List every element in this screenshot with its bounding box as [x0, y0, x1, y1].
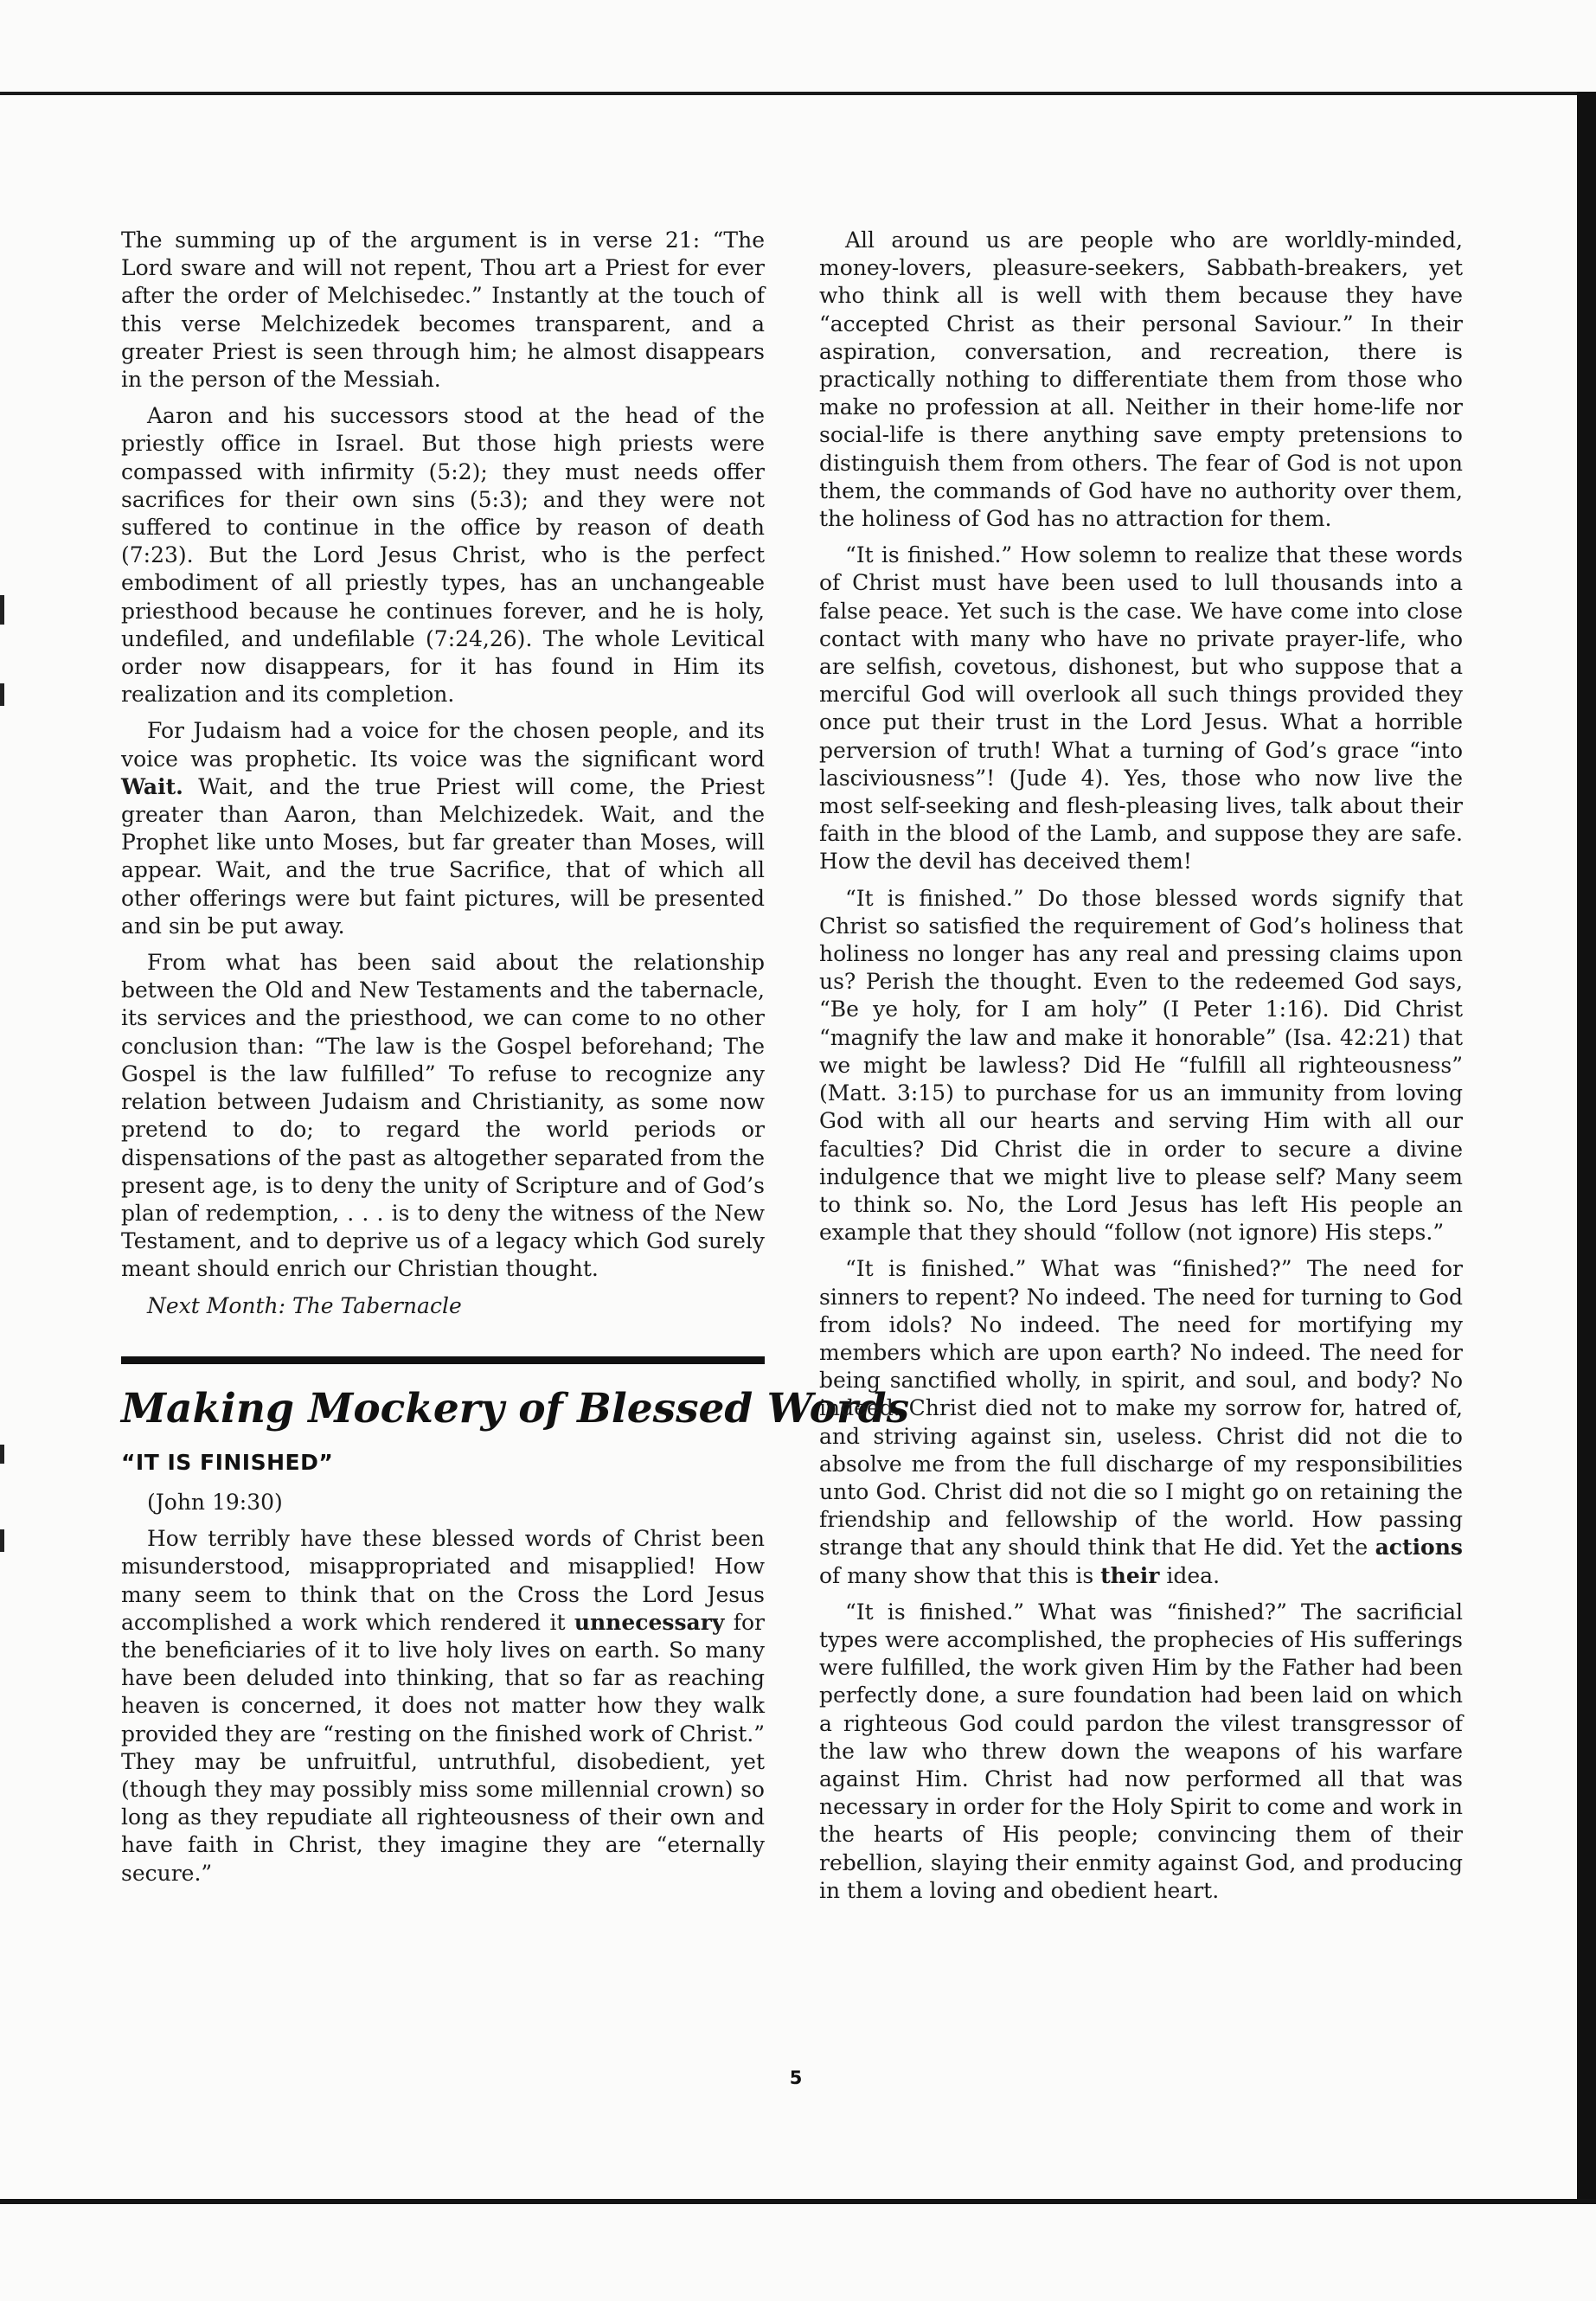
paragraph: “It is finished.” What was “finished?” The sacrificial types were accomplished, the prophecies of His sufferings were fulfilled, the work given Him by the Father had been perfectly done, a sure foundation had been laid on which a righteous God could pardon the vilest transgressor of the law who threw down the weapons of his warfare against Him. Christ had now performed all that was necessary in order for the Holy Spirit to come and work in the hearts of His people; convincing them of their rebellion, slaying their enmity against God, and producing in them a loving and obedient heart. [819, 1599, 1463, 1903]
paragraph [121, 1525, 765, 1888]
paragraph: The summing up of the argument is in verse 21: “The Lord sware and will not repent, Thou art a Priest for ever after the order of Melchisedec.” Instantly at the touch of this verse Melchizedek becomes transparent, and a greater Priest is seen through him; he almost disappears in the person of the Messiah. [121, 228, 765, 393]
emphasis-unnecessary: unnecessary [574, 1609, 725, 1635]
emphasis-actions: actions [1375, 1535, 1463, 1561]
paragraph-text: How terribly have these blessed words of Christ been misunderstood, misappropriated and misapplied! How many seem to think that on the Cross the Lord Jesus accomplished a work which rendered it [121, 1526, 765, 1635]
scripture-reference: (John 19:30) [147, 1489, 283, 1515]
paragraph [819, 1255, 1463, 1589]
emphasis-wait: Wait. [121, 773, 183, 799]
article-title: Making Mockery of Blessed Words [121, 1384, 910, 1433]
paragraph: “It is finished.” How solemn to realize that these words of Christ must have been used to lull thousands into a false peace. Yet such is the case. We have come into close contact with many who have no private prayer-life, who are selfish, covetous, dishonest, but who suppose that a merciful God will overlook all such things provided they once put their trust in the Lord Jesus. What a horrible perversion of truth! What a turning of God’s grace “into lasciviousness”! (Jude 4). Yes, those who now live the most self-seeking and flesh-pleasing lives, talk about their faith in the blood of the Lamb, and suppose they are safe. How the devil has deceived them! [819, 542, 1463, 875]
top-scan-edge [0, 92, 1596, 95]
paragraph: All around us are people who are worldly-minded, money-lovers, pleasure-seekers, Sabbath-breakers, yet who think all is well with them because they have “accepted Christ as their personal Saviour.” In their aspiration, conversation, and recreation, there is practically nothing to differentiate them from those who make no profession at all. Neither in their home-life nor social-life is there anything save empty pretensions to distinguish them from others. The fear of God is not upon them, the commands of God have no authority over them, the holiness of God has no attraction for them. [819, 228, 1463, 532]
right-scan-edge [1577, 92, 1596, 2204]
left-margin-mark [0, 683, 4, 706]
paragraph: Aaron and his successors stood at the head of the priestly office in Israel. But those high priests were compassed with infirmity (5:2); they must needs offer sacrifices for their own sins (5:3); and they were not suffered to continue in the office by reason of death (7:23). But the Lord Jesus Christ, who is the perfect embodiment of all priestly types, has an unchangeable priesthood because he continues forever, and he is holy, undefiled, and undefilable (7:24,26). The whole Levitical order now disappears, for it has found in Him its realization and its completion. [121, 403, 765, 708]
next-month-note: Next Month: The Tabernacle [147, 1292, 462, 1318]
emphasis-their: their [1100, 1562, 1160, 1588]
section-divider [121, 1356, 765, 1364]
paragraph: “It is finished.” Do those blessed words signify that Christ so satisfied the requirement of God’s holiness that holiness no longer has any real and pressing claims upon us? Perish the thought. Even to the redeemed God says, “Be ye holy, for I am holy” (I Peter 1:16). Did Christ “magnify the law and make it honorable” (Isa. 42:21) that we might be lawless? Did He “fulfill all righteousness” (Matt. 3:15) to purchase for us an immunity from loving God with all our hearts and serving Him with all our faculties? Did Christ die in order to secure a divine indulgence that we might live to please self? Many seem to think so. No, the Lord Jesus has left His people an example that they should “follow (not ignore) His steps.” [819, 885, 1463, 1246]
paragraph-text: for the beneficiaries of it to live holy lives on earth. So many have been deluded into thinking, that so far as reaching heaven is concerned, it does not matter how they walk provided they are “resting on the finished work of Christ.” They may be unfruitful, untruthful, disobedient, yet (though they may possibly miss some millennial crown) so long as they repudiate all righteousness of their own and have faith in Christ, they imagine they are “eternally secure.” [121, 1609, 765, 1886]
paragraph-text: “It is finished.” What was “finished?” The need for sinners to repent? No indeed. The need for turning to God from idols? No indeed. The need for mortifying my members which are upon earth? No indeed. The need for being sanctified wholly, in spirit, and soul, and body? No indeed. Christ died not to make my sorrow for, hatred of, and striving against sin, useless. Christ did not die to absolve me from the full discharge of my responsibilities unto God. Christ did not die so I might go on retaining the friendship and fellowship of the world. How passing strange that any should think that He did. Yet the [819, 1256, 1463, 1561]
paragraph-text: Wait, and the true Priest will come, the Priest greater than Aaron, than Melchizedek. Wait, and the Prophet like unto Moses, but far greater than Moses, will appear. Wait, and the true Sacrifice, that of which all other offerings were but faint pictures, will be presented and sin be put away. [121, 773, 765, 939]
left-margin-mark [0, 595, 4, 625]
page-number: 5 [789, 2067, 803, 2088]
paragraph-text: of many show that this is [819, 1562, 1101, 1588]
left-column [121, 227, 910, 1896]
paragraph: From what has been said about the relationship between the Old and New Testaments and the tabernacle, its services and the priesthood, we can come to no other conclusion than: “The law is the Gospel beforehand; The Gospel is the law fulfilled” To refuse to recognize any relation between Judaism and Christianity, as some now pretend to do; to regard the world periods or dispensations of the past as altogether separated from the present age, is to deny the unity of Scripture and of God’s plan of redemption, . . . is to deny the witness of the New Testament, and to deprive us of a legacy which God surely meant should enrich our Christian thought. [121, 950, 765, 1282]
bottom-scan-edge [0, 2199, 1596, 2204]
article-subtitle: “IT IS FINISHED” [121, 1449, 334, 1475]
right-column [819, 227, 1463, 1913]
paragraph [121, 717, 765, 940]
paragraph-text: For Judaism had a voice for the chosen people, and its voice was prophetic. Its voice was the significant word [121, 718, 765, 772]
paragraph-text: idea. [1159, 1562, 1221, 1588]
left-margin-mark [0, 1529, 4, 1552]
left-margin-mark [0, 1445, 4, 1464]
